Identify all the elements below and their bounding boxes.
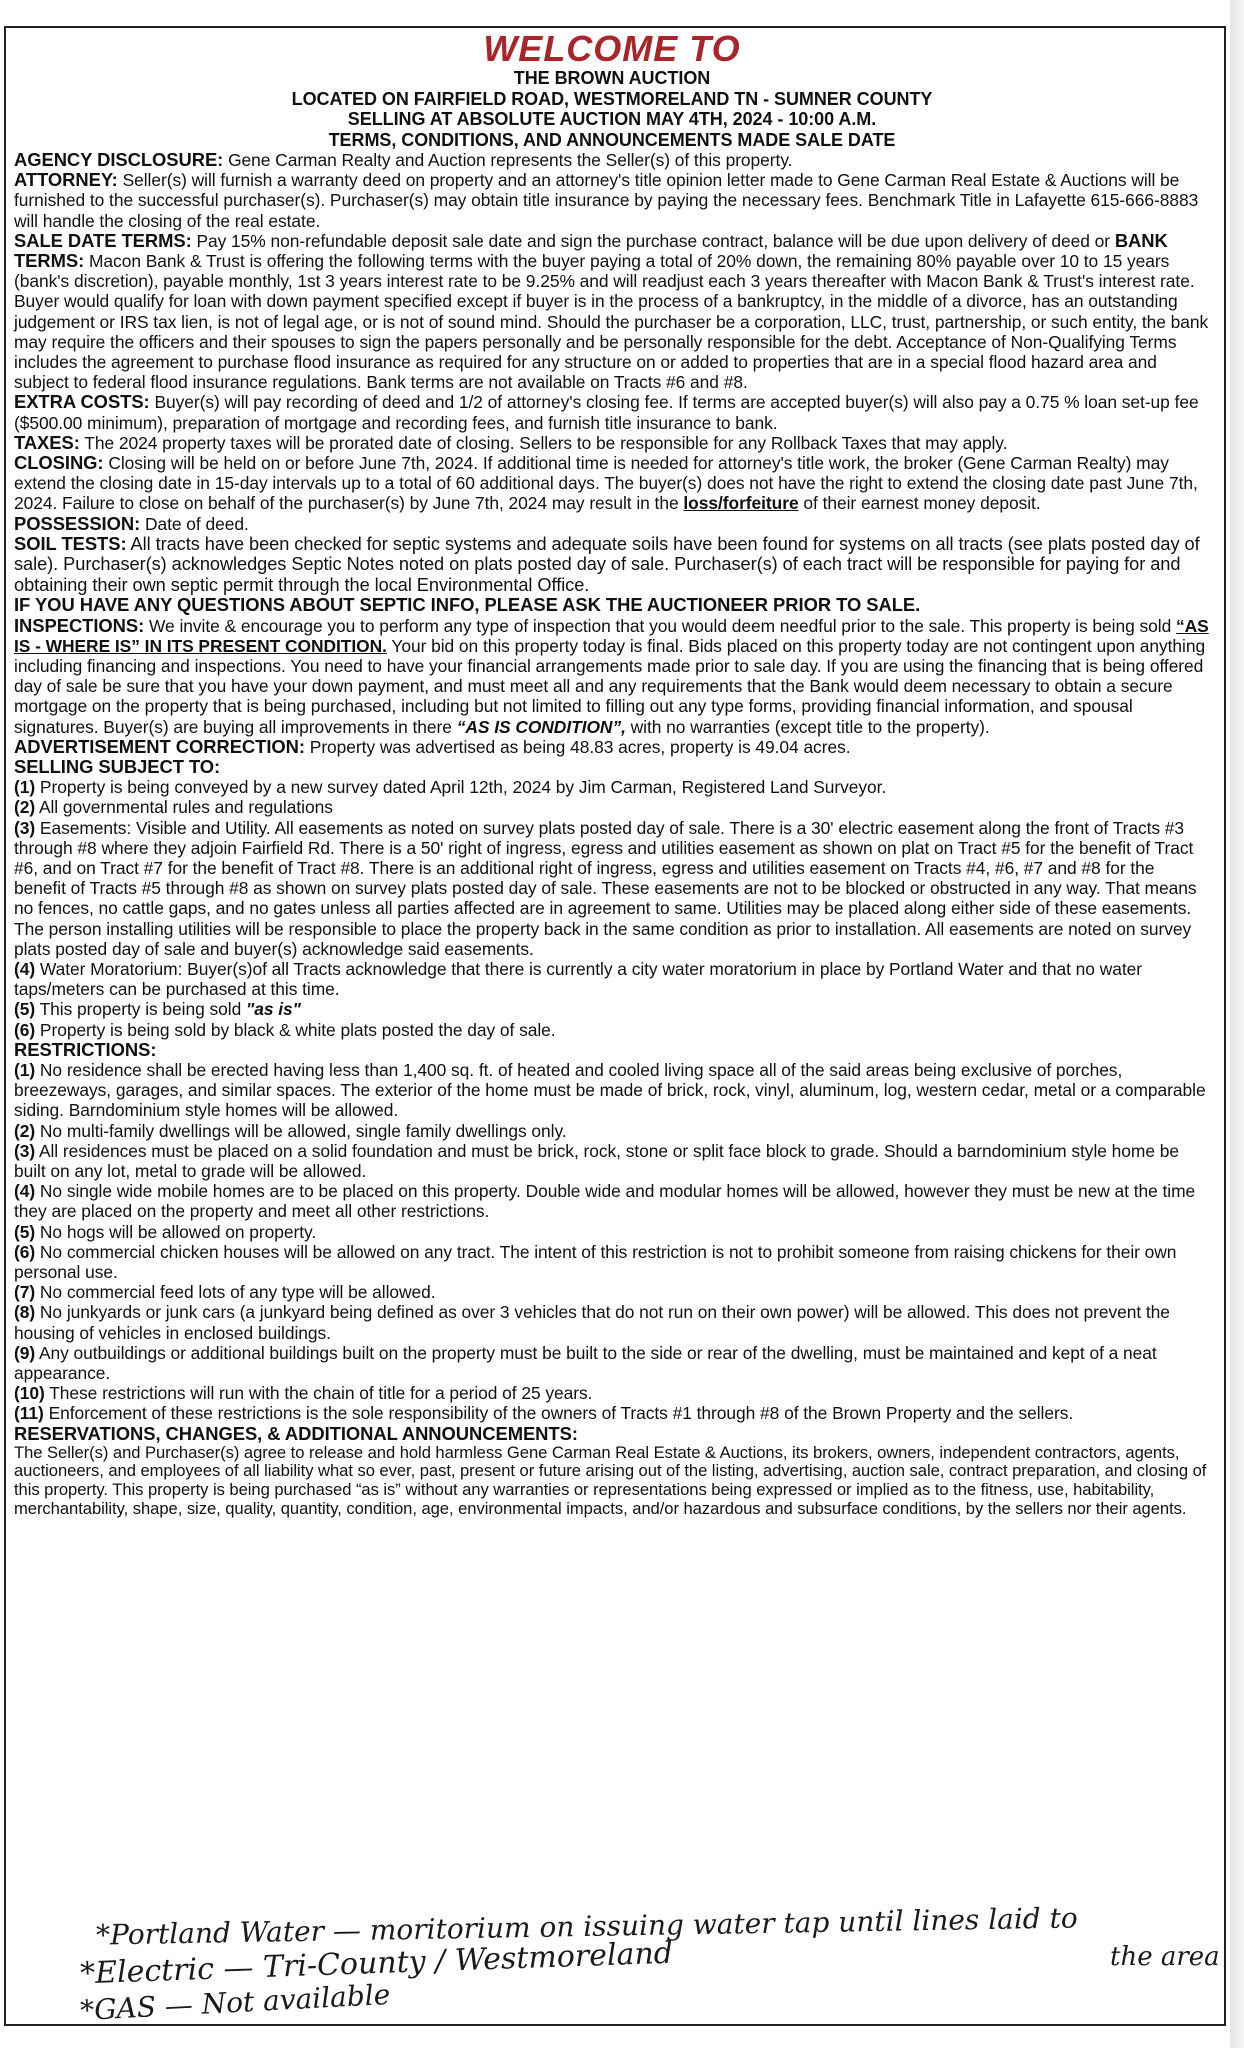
- document-header: [14, 30, 1210, 150]
- taxes-section: [14, 433, 1210, 453]
- selling-item: (6) Property is being sold by black & white plats posted the day of sale.: [14, 1019, 556, 1040]
- sale-terms-label: SALE DATE TERMS:: [14, 229, 192, 251]
- handwritten-note-gas: *GAS — Not available: [79, 1977, 391, 2028]
- handwritten-note-water-cont: the area: [1110, 1942, 1220, 1972]
- closing-label: CLOSING:: [14, 452, 104, 474]
- inspections-text-3: with no warranties (except title to the property).: [630, 716, 990, 737]
- soil-tests-text: All tracts have been checked for septic systems and adequate soils have been found for systems on all tracts (see plats posted day of sale). Purchaser(s) acknowledges Septic Notes noted on plats posted day of sale. Purchaser(s) of each tract will be responsible for paying for and obtaining their own septic permit through the local Environmental Office.: [14, 533, 1200, 595]
- taxes-text: The 2024 property taxes will be prorated date of closing. Sellers to be responsible for any Rollback Taxes that may apply.: [84, 432, 1008, 453]
- septic-note: IF YOU HAVE ANY QUESTIONS ABOUT SEPTIC INFO, PLEASE ASK THE AUCTIONEER PRIOR TO SALE.: [14, 594, 921, 616]
- auction-terms-document: [14, 30, 1210, 1518]
- reservations-text: The Seller(s) and Purchaser(s) agree to release and hold harmless Gene Carman Real Estate & Auctions, its brokers, owners, independent contractors, agents, auctioneers, and employees of all liability what so ever, past, present or future arising out of the listing, advertising, auction sale, contract preparation, and closing of this property. This property is being purchased “as is” without any warranties or representations being expressed or implied as to the fitness, use, habitability, merchantability, shape, size, quality, quantity, condition, age, environmental impacts, and/or hazardous and subsurface conditions, by the sellers nor their agents.: [14, 1442, 1207, 1518]
- reservations-heading: RESERVATIONS, CHANGES, & ADDITIONAL ANNOUNCEMENTS:: [14, 1422, 578, 1444]
- as-is-emphasis: “AS IS - WHERE IS” IN ITS PRESENT CONDITION.: [14, 615, 1209, 656]
- agency-text: Gene Carman Realty and Auction represents the Seller(s) of this property.: [228, 150, 793, 170]
- inspections-text-2: Your bid on this property today is final. Bids placed on this property today are not contingent upon anything including financing and inspections. You need to have your financial arrangements made prior to sale day. If you are using the financing that is being offered day of sale be sure that you have your down payment, and must meet all and any requirements that the Bank would deem necessary to obtain a secure mortgage on the property that is being purchased, including but not limited to filling out any type forms, providing financial information, and spousal signatures. Buyer(s) are buying all improvements in there: [14, 635, 1206, 737]
- inspections-section: [14, 616, 1210, 737]
- restriction-item: (9) Any outbuildings or additional buildings built on the property must be built to the side or rear of the dwelling, must be maintained and kept of a neat appearance.: [14, 1342, 1157, 1384]
- auction-date: SELLING AT ABSOLUTE AUCTION MAY 4TH, 2024 - 10:00 A.M.: [347, 109, 877, 129]
- restriction-item: (2) No multi-family dwellings will be allowed, single family dwellings only.: [14, 1120, 567, 1141]
- page-edge-shadow: [1230, 0, 1244, 2048]
- advertisement-section: [14, 737, 1210, 757]
- agency-section: [14, 150, 1210, 170]
- restriction-item: (8) No junkyards or junk cars (a junkyard being defined as over 3 vehicles that do not run on their own power) will be allowed. This does not prevent the housing of vehicles in enclosed buildings.: [14, 1302, 1170, 1343]
- attorney-text: Seller(s) will furnish a warranty deed on property and an attorney's title opinion letter made to Gene Carman Real Estate & Auctions will be furnished to the successful purchaser(s). Purchaser(s) may obtain title insurance by paying the necessary fees. Benchmark Title in Lafayette 615-666-8883 will handle the closing of the real estate.: [14, 170, 1199, 231]
- agency-label: AGENCY DISCLOSURE:: [14, 149, 224, 170]
- restriction-item: (4) No single wide mobile homes are to be placed on this property. Double wide and modular homes will be allowed, however they must be new at the time they are placed on the property and meet all other restrictions.: [14, 1181, 1196, 1222]
- advertisement-label: ADVERTISEMENT CORRECTION:: [14, 735, 305, 757]
- auction-name: THE BROWN AUCTION: [513, 68, 711, 88]
- terms-heading: TERMS, CONDITIONS, AND ANNOUNCEMENTS MADE SALE DATE: [328, 129, 896, 150]
- handwritten-note-electric: *Electric — Tri-County / Westmoreland: [79, 1935, 674, 1992]
- restriction-item: (3) All residences must be placed on a solid foundation and must be brick, rock, stone or split face block to grade. Should a barndominium style home be built on any lot, metal to grade will be allowed.: [14, 1140, 1179, 1182]
- inspections-text: We invite & encourage you to perform any type of inspection that you would deem needful prior to the sale. This property is being sold: [149, 615, 1172, 636]
- inspections-label: INSPECTIONS:: [14, 614, 145, 636]
- extra-costs-label: EXTRA COSTS:: [14, 391, 150, 413]
- restriction-item: (11) Enforcement of these restrictions is the sole responsibility of the owners of Tracts #1 through #8 of the Brown Property and the sellers.: [14, 1403, 1074, 1424]
- selling-item: (3) Easements: Visible and Utility. All easements as noted on survey plats posted day of sale. There is a 30' electric easement along the front of Tracts #3 through #8 where they adjoin Fairfield Rd. There is a 50' right of ingress, egress and utilities easement as shown on plat on Tract #5 for the benefit of Tract #6, and on Tract #7 for the benefit of Tract #8. There is an additional right of ingress, egress and utilities easement on Tracts #4, #6, #7 and #8 for the benefit of Tracts #5 through #8 as shown on survey plats posted day of sale. These easements are not to be blocked or obstructed in any way. That means no fences, no cattle gaps, and no gates unless all parties affected are in agreement to same. Utilities may be placed along either side of these easements. The person installing utilities will be responsible to place the property back in the same condition as prior to installation. All easements are noted on survey plats posted day of sale and buyer(s) acknowledge said easements.: [14, 817, 1197, 959]
- taxes-label: TAXES:: [14, 431, 80, 453]
- possession-label: POSSESSION:: [14, 512, 141, 534]
- handwritten-note-water: *Portland Water — moritorium on issuing water tap until lines laid to: [95, 1901, 1078, 1952]
- possession-text: Date of deed.: [144, 513, 249, 534]
- extra-costs-text: Buyer(s) will pay recording of deed and 1/2 of attorney's closing fee. If terms are accepted buyer(s) will also pay a 0.75 % loan set-up fee ($500.00 minimum), preparation of mortgage and recording fees, and furnish title insurance to bank.: [14, 392, 1199, 433]
- bank-terms-label: BANK TERMS:: [14, 229, 1168, 272]
- restrictions-heading: RESTRICTIONS:: [14, 1038, 157, 1060]
- sale-terms-text: Pay 15% non-refundable deposit sale date and sign the purchase contract, balance will be due upon delivery of deed or: [196, 230, 1111, 251]
- selling-item: (1) Property is being conveyed by a new survey dated April 12th, 2024 by Jim Carman, Registered Land Surveyor.: [14, 777, 887, 798]
- soil-tests-section: [14, 534, 1210, 596]
- possession-section: [14, 514, 1210, 534]
- sale-terms-section: [14, 231, 1210, 393]
- restriction-item: (6) No commercial chicken houses will be allowed on any tract. The intent of this restriction is not to prohibit someone from raising chickens for their own personal use.: [14, 1241, 1177, 1283]
- restriction-item: (5) No hogs will be allowed on property.: [14, 1221, 317, 1242]
- attorney-section: [14, 170, 1210, 231]
- selling-item: (5) This property is being sold "as is": [14, 999, 301, 1020]
- auction-location: LOCATED ON FAIRFIELD ROAD, WESTMORELAND TN - SUMNER COUNTY: [291, 88, 933, 109]
- welcome-title: WELCOME TO: [483, 28, 741, 69]
- bank-terms-text: Macon Bank & Trust is offering the following terms with the buyer paying a total of 20% down, the remaining 80% payable over 10 to 15 years (bank's discretion), payable monthly, 1st 3 years interest rate to be 9.25% and will readjust each 3 years thereafter with Macon Bank & Trust's interest rate. Buyer would qualify for loan with down payment specified except if buyer is in the process of a bankruptcy, in the middle of a divorce, has an outstanding judgement or IRS tax lien, is not of legal age, or is not of sound mind. Should the purchaser be a corporation, LLC, trust, partnership, or such entity, the bank may require the officers and their spouses to sign the papers personally and be personally responsible for the debt. Acceptance of Non-Qualifying Terms includes the agreement to purchase flood insurance as required for any structure on or added to properties that are in a special flood hazard area and subject to federal flood insurance regulations. Bank terms are not available on Tracts #6 and #8.: [14, 251, 1209, 393]
- selling-subject-heading: SELLING SUBJECT TO:: [14, 755, 221, 777]
- forfeiture-emphasis: loss/forfeiture: [683, 493, 799, 514]
- advertisement-text: Property was advertised as being 48.83 acres, property is 49.04 acres.: [309, 736, 851, 757]
- selling-item: (2) All governmental rules and regulations: [14, 797, 333, 818]
- selling-item: (4) Water Moratorium: Buyer(s)of all Tracts acknowledge that there is currently a city water moratorium in place by Portland Water and that no water taps/meters can be purchased at this time.: [14, 959, 1142, 1000]
- restriction-item: (10) These restrictions will run with the chain of title for a period of 25 years.: [14, 1383, 593, 1404]
- restriction-item: (7) No commercial feed lots of any type will be allowed.: [14, 1282, 436, 1303]
- as-is-condition-emphasis: “AS IS CONDITION”,: [456, 716, 626, 737]
- closing-text-end: of their earnest money deposit.: [803, 493, 1041, 514]
- soil-tests-label: SOIL TESTS:: [14, 532, 127, 554]
- closing-section: [14, 453, 1210, 514]
- restriction-item: (1) No residence shall be erected having less than 1,400 sq. ft. of heated and cooled living space all of the said areas being exclusive of porches, breezeways, garages, and similar spaces. The exterior of the home must be made of brick, rock, vinyl, aluminum, log, western cedar, metal or a comparable siding. Barndominium style homes will be allowed.: [14, 1060, 1206, 1121]
- attorney-label: ATTORNEY:: [14, 169, 118, 191]
- closing-text: Closing will be held on or before June 7th, 2024. If additional time is needed for attorney's title work, the broker (Gene Carman Realty) may extend the closing date in 15-day intervals up to a total of 60 additional days. The buyer(s) does not have the right to extend the closing date past June 7th, 2024. Failure to close on behalf of the purchaser(s) by June 7th, 2024 may result in the: [14, 453, 1198, 514]
- extra-costs-section: [14, 392, 1210, 432]
